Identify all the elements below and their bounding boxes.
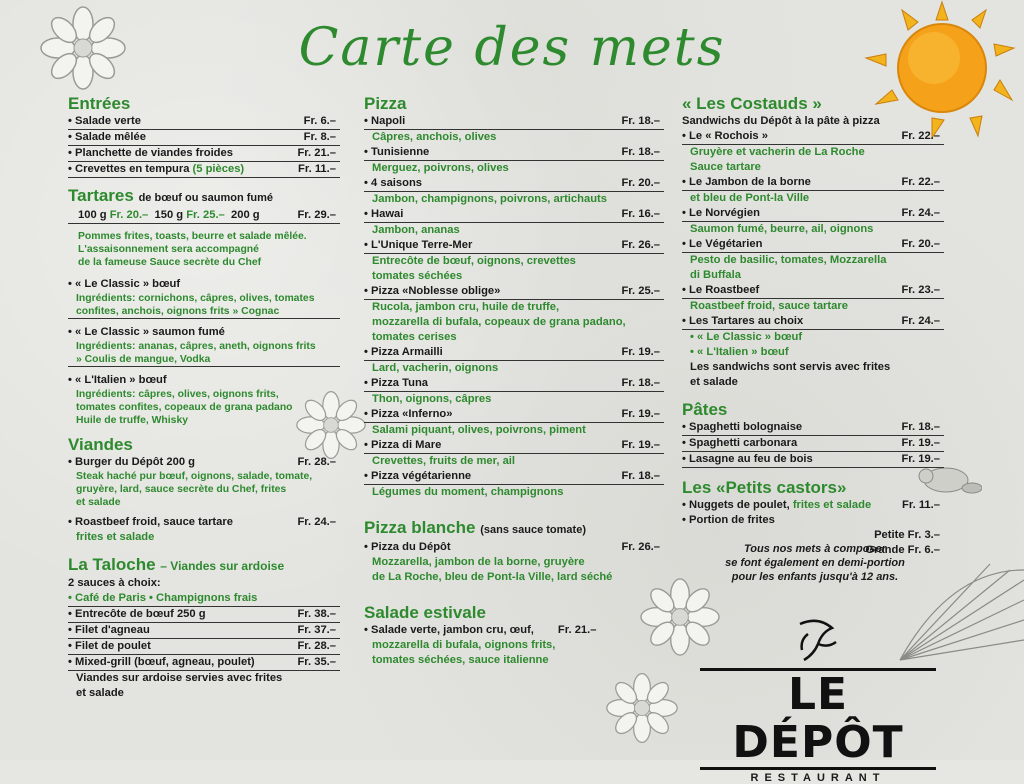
menu-item-name: • 4 saisons <box>364 176 422 191</box>
menu-item-name: • Pizza Armailli <box>364 345 443 360</box>
tartare-item: • « Le Classic » bœuf Ingrédients: cornichons, câpres, olives, tomates confites, anchois, oignons frits » Cognac <box>68 277 340 319</box>
menu-item <box>364 284 664 345</box>
menu-item-description: Légumes du moment, champignons <box>372 486 564 498</box>
menu-item: • Filet d'agneau Fr. 37.– <box>68 623 340 639</box>
restaurant-logo <box>700 668 936 784</box>
costauds-list <box>682 129 944 330</box>
section-heading-taloche: La Taloche – Viandes sur ardoise <box>68 555 285 574</box>
page-title: Carte des mets <box>298 18 726 78</box>
menu-item-price: Fr. 22.– <box>901 176 940 188</box>
menu-item-price: Fr. 20.– <box>901 238 940 250</box>
section-heading-costauds: « Les Costauds » <box>682 94 822 113</box>
menu-item-description: et bleu de Pont-la Ville <box>690 192 810 204</box>
menu-item-name: • Pizza végétarienne <box>364 469 471 484</box>
menu-item-name: • Les Tartares au choix <box>682 314 803 329</box>
menu-item: • Lasagne au feu de bois Fr. 19.– <box>682 452 944 468</box>
menu-item <box>364 407 664 438</box>
menu-item-name: • Tunisienne <box>364 145 429 160</box>
menu-item <box>364 345 664 376</box>
menu-item-price: Fr. 18.– <box>621 377 660 389</box>
logo-word: LE DÉPÔT <box>700 668 936 770</box>
price-petite: Petite Fr. 3.– <box>874 529 940 541</box>
taloche-choices: • Café de Paris • Champignons frais <box>68 591 340 607</box>
menu-item <box>364 469 664 500</box>
menu-item: • Nuggets de poulet, frites et salade Fr. 11.– <box>682 498 944 513</box>
menu-item <box>682 206 944 237</box>
bird-logo-icon <box>792 614 844 668</box>
menu-item-name: • Pizza «Inferno» <box>364 407 452 422</box>
column-middle <box>364 90 664 668</box>
menu-item-description: Pesto de basilic, tomates, Mozzarella <box>690 254 887 266</box>
costauds-sub: Sandwichs du Dépôt à la pâte à pizza <box>682 115 880 127</box>
menu-item-description: Roastbeef froid, sauce tartare <box>690 300 848 312</box>
children-note: Tous nos mets à composer se font également en demi-portion pour les enfants jusqu'à 12 ans. <box>725 543 905 583</box>
menu-item: • Roastbeef froid, sauce tartare Fr. 24.– frites et salade <box>68 515 340 545</box>
flower-icon <box>606 672 678 744</box>
menu-item-description: Gruyère et vacherin de La Roche <box>690 146 865 158</box>
menu-item <box>364 145 664 176</box>
costauds-foot: et salade <box>690 376 738 388</box>
section-heading-viandes: Viandes <box>68 435 133 454</box>
menu-item-price: Fr. 23.– <box>901 284 940 296</box>
menu-item-price: Fr. 24.– <box>901 315 940 327</box>
menu-item-name: • Le Végétarien <box>682 237 762 252</box>
menu-item-description: Thon, oignons, câpres <box>372 393 492 405</box>
costauds-foot: Les sandwichs sont servis avec frites <box>690 361 891 373</box>
menu-item-price: Fr. 25.– <box>621 285 660 297</box>
menu-item-description: tomates cerises <box>372 331 457 343</box>
menu-item <box>364 176 664 207</box>
menu-item-name: • Napoli <box>364 114 405 129</box>
menu-item-name: • Le Jambon de la borne <box>682 175 811 190</box>
menu-item-price: Fr. 24.– <box>901 207 940 219</box>
section-heading-pizza-blanche: Pizza blanche (sans sauce tomate) <box>364 518 586 537</box>
menu-item <box>364 114 664 145</box>
menu-item-description: di Buffala <box>690 269 741 281</box>
menu-item: • Crevettes en tempura (5 pièces) Fr. 11.– <box>68 162 340 178</box>
menu-item-description: tomates séchées <box>372 270 463 282</box>
menu-item-price: Fr. 19.– <box>621 346 660 358</box>
taloche-foot: et salade <box>76 687 124 699</box>
section-heading-pates: Pâtes <box>682 400 728 419</box>
menu-item: • Filet de poulet Fr. 28.– <box>68 639 340 655</box>
menu-item: • Mixed-grill (bœuf, agneau, poulet) Fr. 35.– <box>68 655 340 671</box>
menu-item-price: Fr. 18.– <box>621 146 660 158</box>
menu-item-description: Sauce tartare <box>690 161 761 173</box>
menu-item: • Salade verte Fr. 6.– <box>68 114 340 130</box>
menu-item: • Pizza du Dépôt Fr. 26.– Mozzarella, jambon de la borne, gruyère de La Roche, bleu de Pont-la Ville, lard séché <box>364 540 664 585</box>
menu-item <box>682 237 944 283</box>
tartare-choice: • « Le Classic » bœuf <box>690 331 803 343</box>
taloche-sauces: 2 sauces à choix: <box>68 577 161 589</box>
menu-item-description: Câpres, anchois, olives <box>372 131 497 143</box>
menu-item-description: Jambon, ananas <box>372 224 460 236</box>
menu-item <box>364 438 664 469</box>
logo-subtitle: RESTAURANT <box>750 772 886 784</box>
menu-item-name: • Pizza di Mare <box>364 438 441 453</box>
menu-item-price: Fr. 18.– <box>621 115 660 127</box>
menu-item <box>682 283 944 314</box>
taloche-foot: Viandes sur ardoise servies avec frites <box>76 672 283 684</box>
menu-item-name: • Pizza «Noblesse oblige» <box>364 284 500 299</box>
menu-item-description: mozzarella di bufala, copeaux de grana padano, <box>372 316 626 328</box>
menu-item-price: Fr. 19.– <box>621 408 660 420</box>
menu-item <box>364 238 664 284</box>
menu-item: • Burger du Dépôt 200 g Fr. 28.– Steak haché pur bœuf, oignons, salade, tomate, gruyère, lard, sauce secrète du Chef, frites et salade <box>68 455 340 509</box>
menu-item-name: • Pizza Tuna <box>364 376 428 391</box>
section-heading-salade: Salade estivale <box>364 603 486 622</box>
menu-item: • Spaghetti bolognaise Fr. 18.– <box>682 420 944 436</box>
pizza-list <box>364 114 664 500</box>
tartare-item: • « Le Classic » saumon fumé Ingrédients: ananas, câpres, aneth, oignons frits » Coulis de mangue, Vodka <box>68 325 340 367</box>
menu-item <box>682 175 944 206</box>
menu-item-name: • Le Norvégien <box>682 206 760 221</box>
menu-item-price: Fr. 26.– <box>621 239 660 251</box>
menu-item-description: Jambon, champignons, poivrons, artichauts <box>372 193 607 205</box>
menu-item-description: Salami piquant, olives, poivrons, piment <box>372 424 586 436</box>
menu-item: • Entrecôte de bœuf 250 g Fr. 38.– <box>68 607 340 623</box>
menu-item-name: • Hawai <box>364 207 403 222</box>
menu-item-description: Crevettes, fruits de mer, ail <box>372 455 516 467</box>
menu-item-description: Lard, vacherin, oignons <box>372 362 499 374</box>
column-left <box>68 90 340 701</box>
menu-item: • Planchette de viandes froides Fr. 21.– <box>68 146 340 162</box>
menu-item-price: Fr. 18.– <box>621 470 660 482</box>
section-heading-tartares: Tartares de bœuf ou saumon fumé <box>68 186 274 205</box>
menu-item-name: • L'Unique Terre-Mer <box>364 238 472 253</box>
menu-item <box>682 314 944 330</box>
tartare-note: Pommes frites, toasts, beurre et salade mêlée. L'assaisonnement sera accompagné de la fameuse Sauce secrète du Chef <box>78 231 307 268</box>
menu-item-description: Rucola, jambon cru, huile de truffe, <box>372 301 560 313</box>
menu-item <box>364 207 664 238</box>
menu-item-name: • Le « Rochois » <box>682 129 768 144</box>
column-right <box>682 90 944 558</box>
menu-item-name: • Le Roastbeef <box>682 283 759 298</box>
menu-item-price: Fr. 22.– <box>901 130 940 142</box>
menu-item: • Salade mêlée Fr. 8.– <box>68 130 340 146</box>
menu-item: • Salade verte, jambon cru, œuf, Fr. 21.– mozzarella di bufala, oignons frits, tomates séchées, sauce italienne <box>364 623 664 668</box>
menu-item <box>364 376 664 407</box>
menu-item-price: Fr. 20.– <box>621 177 660 189</box>
menu-item: • Spaghetti carbonara Fr. 19.– <box>682 436 944 452</box>
tartare-item: • « L'Italien » bœuf Ingrédients: câpres, olives, oignons frits, tomates confites, copeaux de grana padano Huile de truffe, Whisky <box>68 373 340 427</box>
menu-item-price: Fr. 16.– <box>621 208 660 220</box>
menu-item-description: Merguez, poivrons, olives <box>372 162 509 174</box>
section-heading-entrees: Entrées <box>68 94 131 113</box>
menu-item-price: Fr. 19.– <box>621 439 660 451</box>
menu-item <box>682 129 944 175</box>
tartare-sizes: 100 g Fr. 20.– 150 g Fr. 25.– 200 g Fr. 29.– <box>68 208 340 224</box>
menu-item: • Portion de frites <box>682 513 944 528</box>
menu-item-description: Entrecôte de bœuf, oignons, crevettes <box>372 255 576 267</box>
menu-item-description: Saumon fumé, beurre, ail, oignons <box>690 223 874 235</box>
section-heading-castors: Les «Petits castors» <box>682 478 847 497</box>
tartare-choice: • « L'Italien » bœuf <box>690 346 789 358</box>
price-grande: Grande Fr. 6.– <box>865 544 940 556</box>
section-heading-pizza: Pizza <box>364 94 407 113</box>
